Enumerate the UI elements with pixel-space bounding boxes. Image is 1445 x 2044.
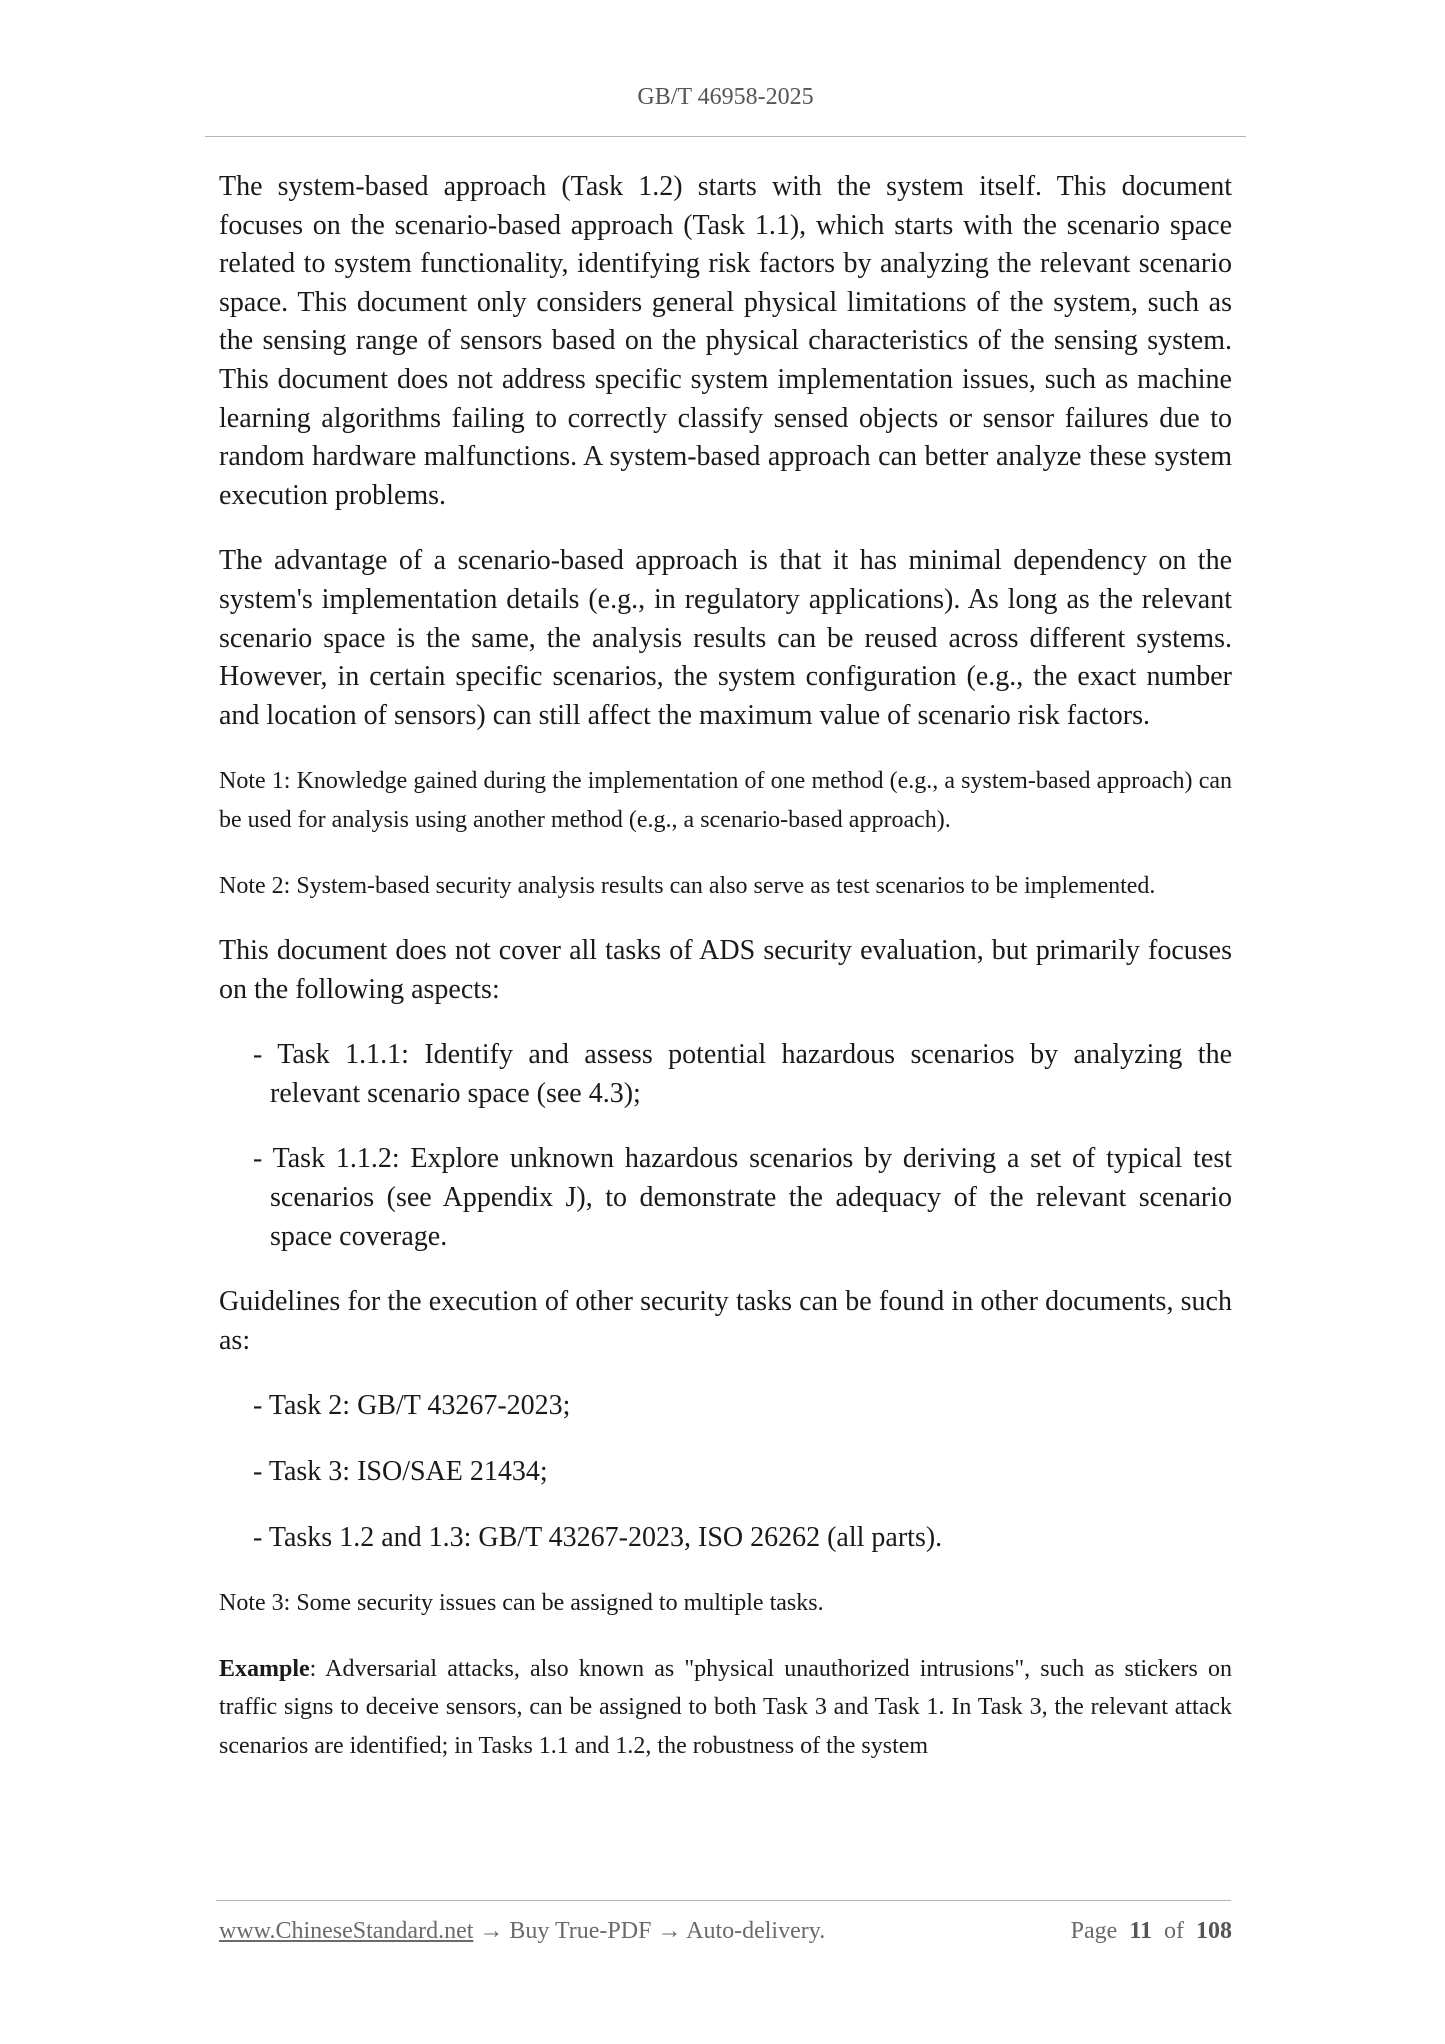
page-indicator bbox=[1071, 1918, 1232, 1945]
paragraph-scope-aspects: This document does not cover all tasks of ADS security evaluation, but primarily focuses on the following aspects: bbox=[219, 935, 1232, 1005]
example-label: Example bbox=[219, 1655, 310, 1682]
note-2: Note 2: System-based security analysis results can also serve as test scenarios to be implemented. bbox=[219, 872, 1156, 899]
page-word: Page bbox=[1070, 1918, 1118, 1944]
list-item-task-1-1-1: - Task 1.1.1: Identify and assess potential hazardous scenarios by analyzing the relevant scenario space (see 4.3); bbox=[253, 1039, 1232, 1109]
header-divider bbox=[205, 136, 1246, 137]
page-current: 11 bbox=[1129, 1918, 1152, 1944]
example-text: : Adversarial attacks, also known as "physical unauthorized intrusions", such as stickers on traffic signs to deceive sensors, can be assigned to both Task 3 and Task 1. In Task 3, the relevant attack scenarios are identified; in Tasks 1.1 and 1.2, the robustness of the system bbox=[219, 1655, 1232, 1759]
page-total: 108 bbox=[1196, 1918, 1232, 1944]
footer-left bbox=[219, 1918, 825, 1945]
page-footer bbox=[219, 1918, 1232, 1945]
list-item-tasks-1-2-1-3: - Tasks 1.2 and 1.3: GB/T 43267-2023, ISO 26262 (all parts). bbox=[253, 1521, 943, 1553]
document-header: GB/T 46958-2025 bbox=[637, 84, 814, 110]
paragraph-scenario-based-advantage: The advantage of a scenario-based approach is that it has minimal dependency on the system's implementation details (e.g., in regulatory applications). As long as the relevant scenario space is the same, the analysis results can be reused across different systems. However, in certain specific scenarios, the system configuration (e.g., the exact number and location of sensors) can still affect the maximum value of scenario risk factors. bbox=[219, 545, 1232, 731]
list-item-task-3: - Task 3: ISO/SAE 21434; bbox=[253, 1456, 548, 1488]
list-item-task-2: - Task 2: GB/T 43267-2023; bbox=[253, 1390, 571, 1422]
note-1: Note 1: Knowledge gained during the implementation of one method (e.g., a system-based approach) can be used for analysis using another method (e.g., a scenario-based approach). bbox=[219, 768, 1232, 833]
paragraph-other-guidelines: Guidelines for the execution of other security tasks can be found in other documents, such as: bbox=[219, 1286, 1232, 1356]
list-item-task-1-1-2: - Task 1.1.2: Explore unknown hazardous scenarios by deriving a set of typical test scenarios (see Appendix J), to demonstrate the adequacy of the relevant scenario space coverage. bbox=[253, 1143, 1232, 1252]
example-paragraph bbox=[219, 1650, 1232, 1766]
footer-promo: → Buy True-PDF → Auto-delivery. bbox=[473, 1918, 826, 1944]
site-link[interactable]: www.ChineseStandard.net bbox=[219, 1918, 474, 1944]
page-of: of bbox=[1164, 1918, 1184, 1944]
paragraph-system-based-approach: The system-based approach (Task 1.2) starts with the system itself. This document focuses on the scenario-based approach (Task 1.1), which starts with the scenario space related to system functionality, identifying risk factors by analyzing the relevant scenario space. This document only considers general physical limitations of the system, such as the sensing range of sensors based on the physical characteristics of the sensing system. This document does not address specific system implementation issues, such as machine learning algorithms failing to correctly classify sensed objects or sensor failures due to random hardware malfunctions. A system-based approach can better analyze these system execution problems. bbox=[219, 171, 1232, 511]
note-3: Note 3: Some security issues can be assigned to multiple tasks. bbox=[219, 1590, 824, 1617]
footer-divider bbox=[216, 1900, 1231, 1901]
document-body bbox=[219, 168, 1232, 1793]
